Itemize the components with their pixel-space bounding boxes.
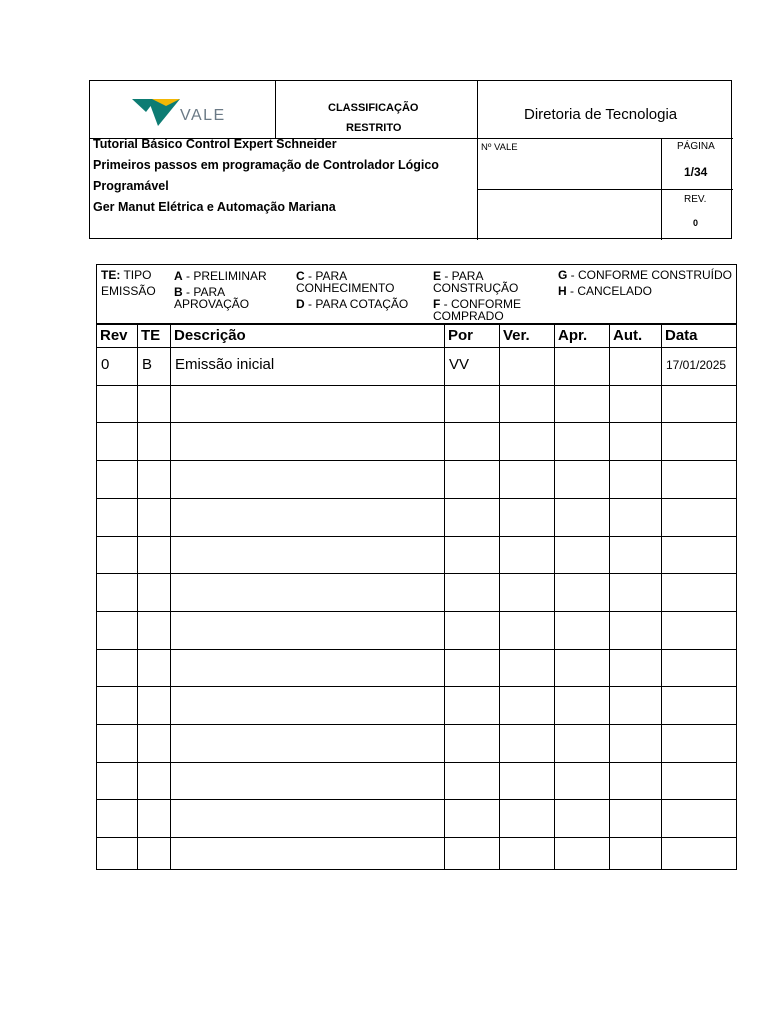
column-divider bbox=[444, 325, 445, 869]
type-b-2: APROVAÇÃO bbox=[174, 297, 250, 311]
document-title-line1: Tutorial Básico Control Expert Schneider bbox=[93, 137, 337, 151]
cell-descricao: Emissão inicial bbox=[175, 356, 275, 373]
type-f: F - CONFORME bbox=[433, 297, 522, 311]
column-divider bbox=[170, 325, 171, 869]
type-e: E - PARA bbox=[433, 269, 484, 283]
row-divider bbox=[96, 422, 737, 423]
te-label-2: EMISSÃO bbox=[101, 284, 156, 298]
page-value: 1/34 bbox=[684, 165, 708, 179]
column-header-aut: Aut. bbox=[613, 327, 643, 344]
divider bbox=[661, 138, 662, 240]
row-divider bbox=[96, 611, 737, 612]
row-divider bbox=[96, 837, 737, 838]
cell-data: 17/01/2025 bbox=[666, 358, 727, 372]
type-d: D - PARA COTAÇÃO bbox=[296, 297, 409, 311]
column-header-data: Data bbox=[665, 327, 698, 344]
column-header-ver: Ver. bbox=[503, 327, 530, 344]
document-title-line3: Programável bbox=[93, 179, 169, 193]
row-divider bbox=[96, 536, 737, 537]
row-divider bbox=[96, 762, 737, 763]
classification-value: RESTRITO bbox=[346, 122, 402, 134]
classification-label: CLASSIFICAÇÃO bbox=[328, 102, 419, 114]
nvale-label: Nº VALE bbox=[481, 142, 518, 153]
column-divider bbox=[609, 325, 610, 869]
vale-logo bbox=[132, 96, 232, 130]
document-subtitle: Ger Manut Elétrica e Automação Mariana bbox=[93, 200, 336, 214]
type-c-2: CONHECIMENTO bbox=[296, 281, 395, 295]
column-header-te: TE bbox=[141, 327, 161, 344]
divider bbox=[275, 81, 276, 139]
cell-te: B bbox=[142, 356, 153, 373]
column-header-apr: Apr. bbox=[558, 327, 588, 344]
rev-value: 0 bbox=[693, 218, 699, 228]
vale-logo-icon bbox=[132, 96, 182, 130]
column-divider bbox=[661, 325, 662, 869]
cell-rev: 0 bbox=[101, 356, 110, 373]
revision-table bbox=[96, 264, 737, 870]
page-label: PÁGINA bbox=[677, 141, 715, 152]
column-divider bbox=[499, 325, 500, 869]
column-header-por: Por bbox=[448, 327, 474, 344]
row-divider bbox=[96, 573, 737, 574]
document-title-line2: Primeiros passos em programação de Controlador Lógico bbox=[93, 158, 439, 172]
type-a: A - PRELIMINAR bbox=[174, 269, 267, 283]
row-divider bbox=[96, 347, 737, 348]
type-e-2: CONSTRUÇÃO bbox=[433, 281, 519, 295]
te-label: TE: TIPO bbox=[101, 268, 152, 282]
column-header-rev: Rev bbox=[100, 327, 128, 344]
type-b: B - PARA bbox=[174, 285, 226, 299]
divider bbox=[477, 81, 478, 240]
row-divider bbox=[96, 649, 737, 650]
divider bbox=[96, 323, 737, 325]
logo-text: VALE bbox=[180, 107, 226, 124]
type-c: C - PARA bbox=[296, 269, 348, 283]
type-g: G - CONFORME CONSTRUÍDO bbox=[558, 268, 733, 282]
row-divider bbox=[96, 724, 737, 725]
row-divider bbox=[96, 799, 737, 800]
row-divider bbox=[96, 460, 737, 461]
divider bbox=[477, 189, 733, 190]
column-header-descricao: Descrição bbox=[174, 327, 246, 344]
department-title: Diretoria de Tecnologia bbox=[524, 106, 678, 123]
column-divider bbox=[554, 325, 555, 869]
rev-label: REV. bbox=[684, 194, 707, 205]
row-divider bbox=[96, 498, 737, 499]
row-divider bbox=[96, 686, 737, 687]
type-h: H - CANCELADO bbox=[558, 284, 653, 298]
cell-por: VV bbox=[449, 356, 470, 373]
column-divider bbox=[137, 325, 138, 869]
type-f-2: COMPRADO bbox=[433, 309, 504, 323]
row-divider bbox=[96, 385, 737, 386]
